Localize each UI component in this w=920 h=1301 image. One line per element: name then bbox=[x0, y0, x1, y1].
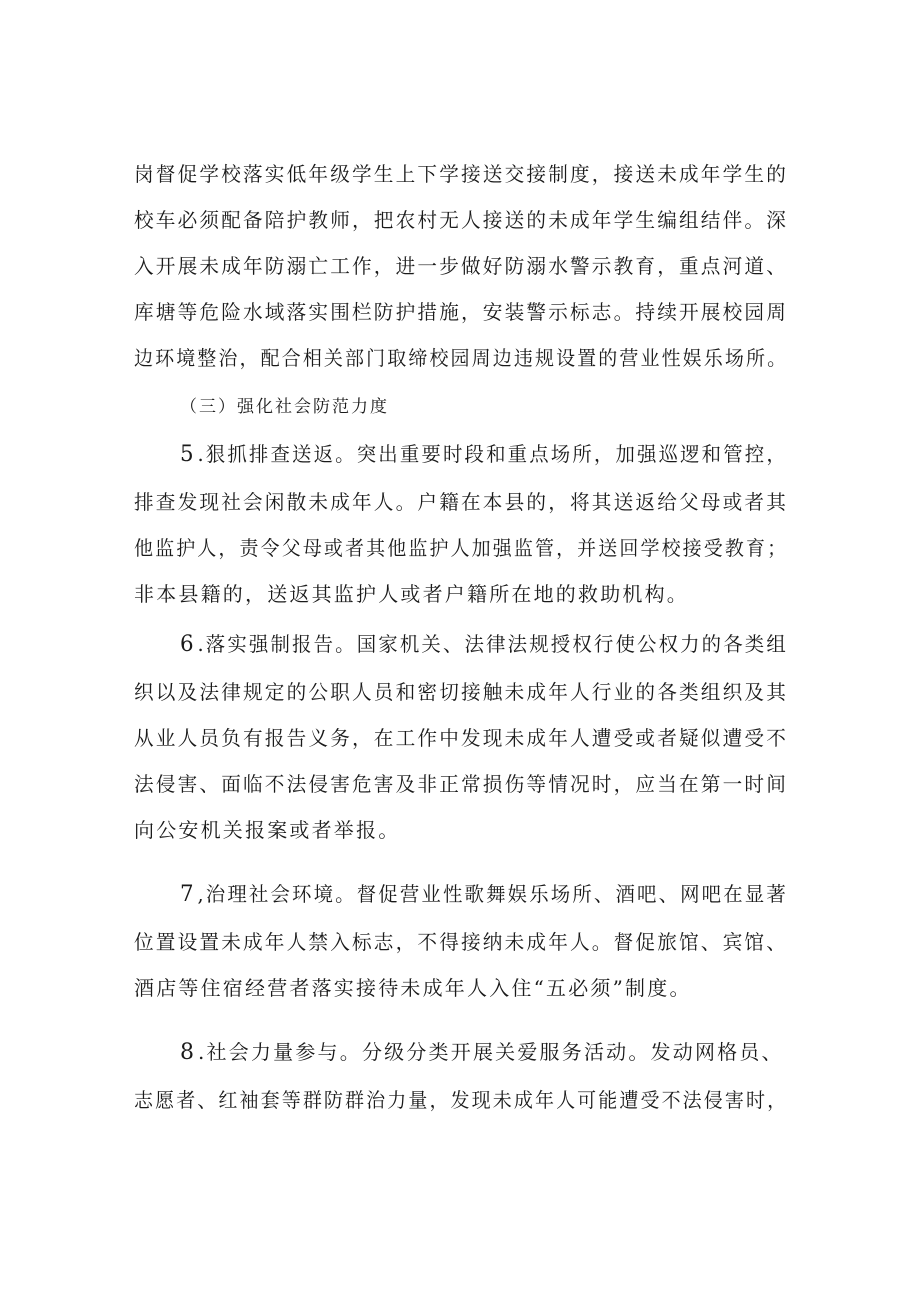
text-line: 织以及法律规定的公职人员和密切接触未成年人行业的各类组织及其 bbox=[134, 680, 789, 704]
list-item-6-first-line bbox=[180, 632, 788, 657]
text-line: 校车必须配备陪护教师，把农村无人接送的未成年学生编组结伴。深 bbox=[134, 208, 789, 232]
text-line: 他监护人，责令父母或者其他监护人加强监管，并送回学校接受教育； bbox=[134, 536, 789, 560]
text-line: 从业人员负有报告义务，在工作中发现未成年人遭受或者疑似遭受不 bbox=[134, 726, 789, 750]
section-heading: （三）强化社会防范力度 bbox=[180, 397, 389, 417]
text-line: 排查发现社会闲散未成年人。户籍在本县的，将其送返给父母或者其 bbox=[134, 490, 789, 514]
text-line: 位置设置未成年人禁入标志，不得接纳未成年人。督促旅馆、宾馆、 bbox=[134, 930, 789, 954]
list-item-8-first-line bbox=[180, 1040, 784, 1065]
item-text: .社会力量参与。分级分类开展关爱服务活动。发动网格员、 bbox=[198, 1040, 784, 1064]
text-line: 法侵害、面临不法侵害危害及非正常损伤等情况时，应当在第一时间 bbox=[134, 772, 789, 796]
list-item-7-first-line bbox=[180, 882, 788, 907]
text-line: 酒店等住宿经营者落实接待未成年人入住“五必须”制度。 bbox=[134, 976, 692, 1000]
text-line: 非本县籍的，送返其监护人或者户籍所在地的救助机构。 bbox=[134, 582, 689, 606]
text-line: 库塘等危险水域落实围栏防护措施，安装警示标志。持续开展校园周 bbox=[134, 300, 789, 324]
text-line: 岗督促学校落实低年级学生上下学接送交接制度，接送未成年学生的 bbox=[134, 162, 789, 186]
text-line: 入开展未成年防溺亡工作，进一步做好防溺水警示教育，重点河道、 bbox=[134, 254, 789, 278]
list-item-5-first-line bbox=[180, 442, 788, 467]
item-text: .狠抓排查送返。突出重要时段和重点场所，加强巡逻和管控， bbox=[197, 442, 788, 466]
item-number: 8 bbox=[180, 1040, 194, 1065]
item-number: 6 bbox=[180, 632, 194, 657]
item-number: 5 bbox=[180, 442, 194, 467]
text-line: 志愿者、红袖套等群防群治力量，发现未成年人可能遭受不法侵害时， bbox=[134, 1088, 789, 1112]
item-text: .落实强制报告。国家机关、法律法规授权行使公权力的各类组 bbox=[197, 632, 788, 656]
text-line: 边环境整治，配合相关部门取缔校园周边违规设置的营业性娱乐场所。 bbox=[134, 346, 789, 370]
text-line: 向公安机关报案或者举报。 bbox=[134, 818, 401, 842]
item-number: 7 bbox=[180, 882, 194, 907]
item-text: ,治理社会环境。督促营业性歌舞娱乐场所、酒吧、网吧在显著 bbox=[197, 882, 788, 906]
